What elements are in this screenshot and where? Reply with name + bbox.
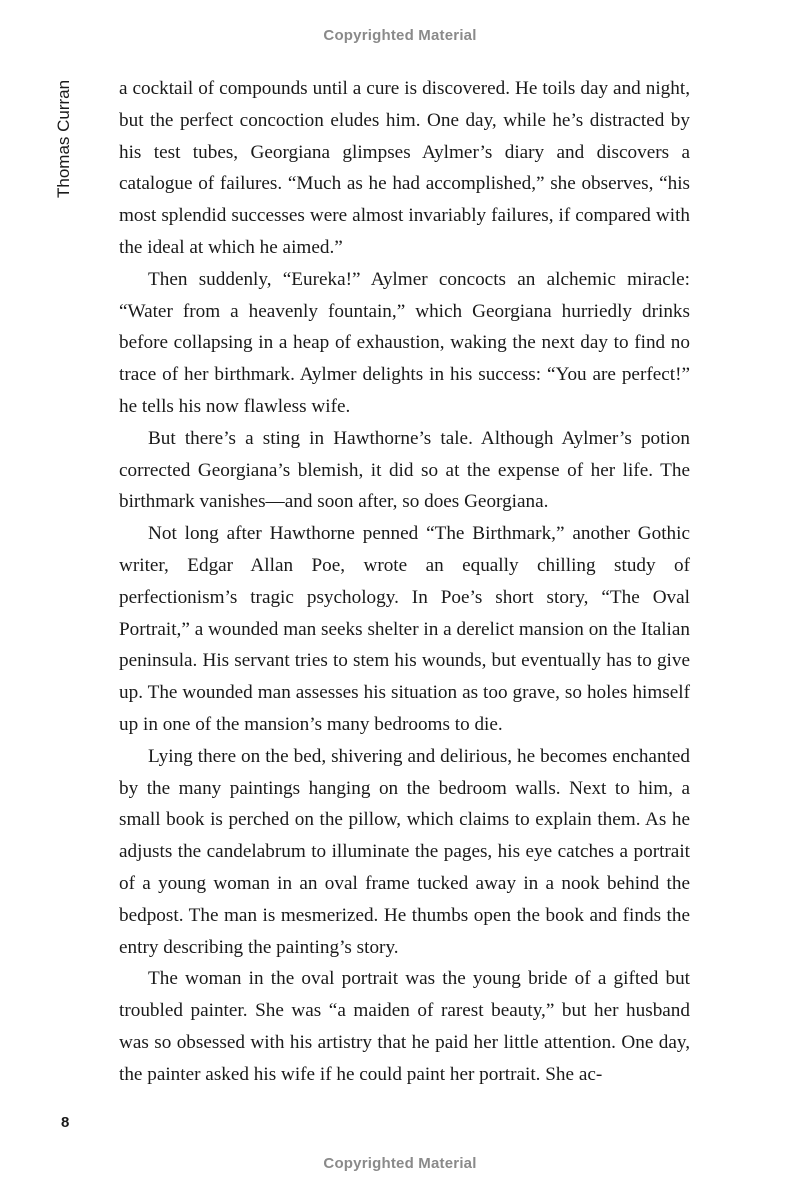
paragraph-4: Not long after Hawthorne penned “The Birthmark,” another Gothic writer, Edgar Allan Poe, wrote an equally chilling study of perfectionism’s tragic psychology. In Poe’s short story, “The Oval Portrait,” a wounded man seeks shelter in a derelict mansion on the Italian peninsula. His servant tries to stem his wounds, but eventually has to give up. The wounded man assesses his situation as too grave, so holes himself up in one of the mansion’s many bedrooms to die. — [119, 523, 690, 735]
watermark-bottom: Copyrighted Material — [323, 1155, 477, 1172]
paragraph-2: Then suddenly, “Eureka!” Aylmer concocts an alchemic miracle: “Water from a heavenly fountain,” which Georgiana hurriedly drinks before collapsing in a heap of exhaustion, waking the next day to find no trace of her birthmark. Aylmer delights in his success: “You are perfect!” he tells his now flawless wife. — [119, 268, 690, 417]
paragraph-6: The woman in the oval portrait was the young bride of a gifted but troubled painter. She was “a maiden of rarest beauty,” but her husband was so obsessed with his artistry that he paid her little attention. One day, the painter asked his wife if he could paint her portrait. She ac- — [119, 968, 690, 1085]
watermark-top: Copyrighted Material — [323, 27, 477, 44]
paragraph-5: Lying there on the bed, shivering and delirious, he becomes enchanted by the many paintings hanging on the bedroom walls. Next to him, a small book is perched on the pillow, which claims to explain them. As he adjusts the candelabrum to illuminate the pages, his eye catches a portrait of a young woman in an oval frame tucked away in a nook behind the bedpost. The man is mesmerized. He thumbs open the book and finds the entry describing the painting’s story. — [119, 745, 690, 958]
paragraph-1: a cocktail of compounds until a cure is discovered. He toils day and night, but the perfect concoction eludes him. One day, while he’s distracted by his test tubes, Georgiana glimpses Aylmer’s diary and discovers a catalogue of failures. “Much as he had accomplished,” she observes, “his most splendid successes were almost invariably failures, if compared with the ideal at which he aimed.” — [119, 78, 690, 258]
paragraph-3: But there’s a sting in Hawthorne’s tale. Although Aylmer’s potion corrected Georgiana’s blemish, it did so at the expense of her life. The birthmark vanishes—and soon after, so does Georgiana. — [119, 427, 690, 513]
page-number: 8 — [61, 1114, 70, 1131]
body-text — [119, 73, 690, 1091]
running-head-author: Thomas Curran — [54, 79, 73, 198]
